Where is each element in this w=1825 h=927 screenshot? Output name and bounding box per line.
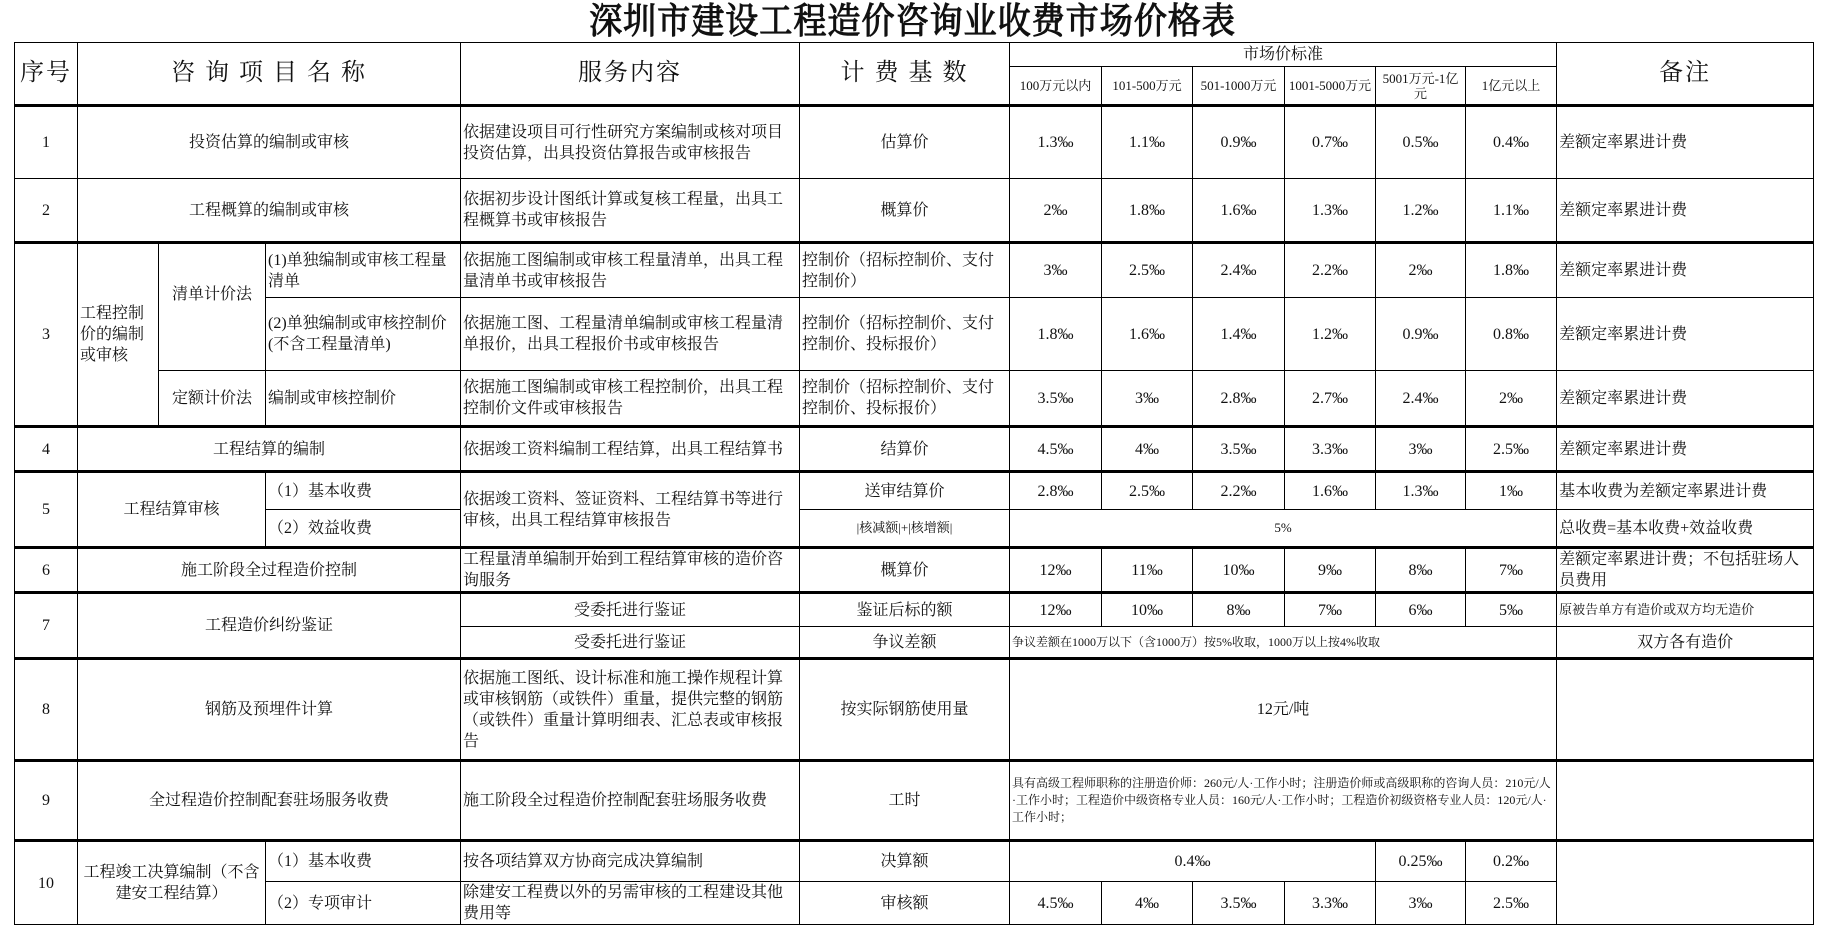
sub-item: （1）基本收费	[266, 472, 461, 510]
rate: 10‰	[1102, 593, 1193, 627]
table-row	[15, 761, 1814, 841]
rate: 8‰	[1376, 548, 1466, 593]
rate: 2‰	[1010, 179, 1102, 243]
rate: 1.8‰	[1466, 243, 1557, 298]
rate: 1.8‰	[1010, 298, 1102, 371]
rate: 9‰	[1285, 548, 1376, 593]
item-name: 工程竣工决算编制（不含建安工程结算）	[78, 841, 266, 925]
rate: 1.3‰	[1010, 106, 1102, 179]
rate: 0.9‰	[1376, 298, 1466, 371]
note: 原被告单方有造价或双方均无造价	[1557, 593, 1814, 627]
rate: 2.8‰	[1010, 472, 1102, 510]
service: 按各项结算双方协商完成决算编制	[461, 841, 800, 882]
basis: |核减额|+|核增额|	[800, 510, 1010, 548]
note: 差额定率累进计费	[1557, 427, 1814, 472]
rate: 2.2‰	[1285, 243, 1376, 298]
header-name: 咨 询 项 目 名 称	[78, 43, 461, 106]
basis: 争议差额	[800, 627, 1010, 659]
rate: 10‰	[1193, 548, 1285, 593]
seq: 6	[15, 548, 78, 593]
table-row	[15, 179, 1814, 243]
rate: 3.3‰	[1285, 882, 1376, 925]
table-row	[15, 882, 1814, 925]
note: 差额定率累进计费	[1557, 243, 1814, 298]
service: 依据竣工资料编制工程结算，出具工程结算书	[461, 427, 800, 472]
service: 依据施工图、工程量清单编制或审核工程量清单报价，出具工程报价书或审核报告	[461, 298, 800, 371]
header-basis: 计 费 基 数	[800, 43, 1010, 106]
rate: 5‰	[1466, 593, 1557, 627]
item-name: 施工阶段全过程造价控制	[78, 548, 461, 593]
rate: 12‰	[1010, 593, 1102, 627]
basis: 控制价（招标控制价、支付控制价、投标报价）	[800, 298, 1010, 371]
rate: 3‰	[1102, 371, 1193, 427]
basis: 鉴证后标的额	[800, 593, 1010, 627]
rate: 5%	[1010, 510, 1557, 548]
basis: 概算价	[800, 179, 1010, 243]
table-row	[15, 371, 1814, 427]
method: 定额计价法	[159, 371, 266, 427]
note	[1557, 761, 1814, 841]
rate: 7‰	[1466, 548, 1557, 593]
header-range: 501-1000万元	[1193, 67, 1285, 106]
rate: 0.2‰	[1466, 841, 1557, 882]
item-name: 工程结算的编制	[78, 427, 461, 472]
rate: 0.4‰	[1466, 106, 1557, 179]
table-row	[15, 243, 1814, 298]
service: 依据竣工资料、签证资料、工程结算书等进行审核，出具工程结算审核报告	[461, 472, 800, 548]
service: 依据施工图编制或审核工程控制价，出具工程控制价文件或审核报告	[461, 371, 800, 427]
rate: 1.2‰	[1376, 179, 1466, 243]
rate: 0.5‰	[1376, 106, 1466, 179]
basis: 估算价	[800, 106, 1010, 179]
rate: 4.5‰	[1010, 427, 1102, 472]
rate: 3.5‰	[1193, 882, 1285, 925]
rate: 2.4‰	[1193, 243, 1285, 298]
seq: 5	[15, 472, 78, 548]
note: 基本收费为差额定率累进计费	[1557, 472, 1814, 510]
rate: 2.5‰	[1102, 472, 1193, 510]
sub-item: 编制或审核控制价	[266, 371, 461, 427]
sub-item: （2）效益收费	[266, 510, 461, 548]
page-title: 深圳市建设工程造价咨询业收费市场价格表	[589, 1, 1236, 41]
rate: 1.8‰	[1102, 179, 1193, 243]
seq: 1	[15, 106, 78, 179]
sub-item: （2）专项审计	[266, 882, 461, 925]
sub-item: (2)单独编制或审核控制价(不含工程量清单)	[266, 298, 461, 371]
basis: 控制价（招标控制价、支付控制价）	[800, 243, 1010, 298]
seq: 10	[15, 841, 78, 925]
rate: 争议差额在1000万以下（含1000万）按5%收取，1000万以上按4%收取	[1010, 627, 1557, 659]
note: 差额定率累进计费	[1557, 179, 1814, 243]
service: 依据施工图编制或审核工程量清单，出具工程量清单书或审核报告	[461, 243, 800, 298]
rate: 2.4‰	[1376, 371, 1466, 427]
rate: 2.5‰	[1466, 882, 1557, 925]
rate: 3.5‰	[1193, 427, 1285, 472]
service: 依据初步设计图纸计算或复核工程量，出具工程概算书或审核报告	[461, 179, 800, 243]
rate: 2.8‰	[1193, 371, 1285, 427]
item-name: 投资估算的编制或审核	[78, 106, 461, 179]
rate: 12元/吨	[1010, 659, 1557, 761]
service: 施工阶段全过程造价控制配套驻场服务收费	[461, 761, 800, 841]
rate: 11‰	[1102, 548, 1193, 593]
seq: 9	[15, 761, 78, 841]
rate: 3‰	[1010, 243, 1102, 298]
rate: 1.6‰	[1102, 298, 1193, 371]
seq: 3	[15, 243, 78, 427]
rate: 4‰	[1102, 882, 1193, 925]
item-name: 钢筋及预埋件计算	[78, 659, 461, 761]
table-row	[15, 427, 1814, 472]
rate: 4.5‰	[1010, 882, 1102, 925]
seq: 8	[15, 659, 78, 761]
note: 双方各有造价	[1557, 627, 1814, 659]
basis: 审核额	[800, 882, 1010, 925]
table-row	[15, 472, 1814, 510]
item-name: 工程结算审核	[78, 472, 266, 548]
rate: 1.6‰	[1193, 179, 1285, 243]
rate: 3‰	[1376, 882, 1466, 925]
table-row	[15, 593, 1814, 627]
service: 工程量清单编制开始到工程结算审核的造价咨询服务	[461, 548, 800, 593]
item-name: 工程概算的编制或审核	[78, 179, 461, 243]
rate: 4‰	[1102, 427, 1193, 472]
header-range: 1亿元以上	[1466, 67, 1557, 106]
sub-item: (1)单独编制或审核工程量清单	[266, 243, 461, 298]
basis: 概算价	[800, 548, 1010, 593]
basis: 决算额	[800, 841, 1010, 882]
rate: 0.25‰	[1376, 841, 1466, 882]
sub-item: （1）基本收费	[266, 841, 461, 882]
rate: 1.6‰	[1285, 472, 1376, 510]
rate: 7‰	[1285, 593, 1376, 627]
table-row	[15, 298, 1814, 371]
basis: 工时	[800, 761, 1010, 841]
header-range: 100万元以内	[1010, 67, 1102, 106]
rate: 1.1‰	[1466, 179, 1557, 243]
basis-text: 控制价（招标控制价、支付控制价、投标报价）	[802, 379, 995, 417]
table-row	[15, 548, 1814, 593]
service: 依据建设项目可行性研究方案编制或核对项目投资估算，出具投资估算报告或审核报告	[461, 106, 800, 179]
note	[1557, 659, 1814, 761]
rate: 1‰	[1466, 472, 1557, 510]
note: 差额定率累进计费	[1557, 371, 1814, 427]
price-table	[14, 42, 1814, 925]
note: 总收费=基本收费+效益收费	[1557, 510, 1814, 548]
service: 受委托进行鉴证	[461, 627, 800, 659]
rate: 3.3‰	[1285, 427, 1376, 472]
note: 差额定率累进计费	[1557, 106, 1814, 179]
header-seq: 序号	[15, 43, 78, 106]
seq: 2	[15, 179, 78, 243]
rate: 0.7‰	[1285, 106, 1376, 179]
rate: 8‰	[1193, 593, 1285, 627]
item-name: 工程造价纠纷鉴证	[78, 593, 461, 659]
header-range: 1001-5000万元	[1285, 67, 1376, 106]
rate: 1.3‰	[1376, 472, 1466, 510]
table-row	[15, 841, 1814, 882]
rate: 1.2‰	[1285, 298, 1376, 371]
header-range: 5001万元-1亿元	[1376, 67, 1466, 106]
seq: 4	[15, 427, 78, 472]
rate: 2‰	[1466, 371, 1557, 427]
item-group: 工程控制价的编制或审核	[78, 243, 159, 427]
rate: 2.5‰	[1466, 427, 1557, 472]
header-note: 备注	[1557, 43, 1814, 106]
service: 除建安工程费以外的另需审核的工程建设其他费用等	[461, 882, 800, 925]
rate: 0.8‰	[1466, 298, 1557, 371]
basis: 送审结算价	[800, 472, 1010, 510]
basis	[800, 371, 1010, 427]
note	[1557, 841, 1814, 925]
rate: 2.2‰	[1193, 472, 1285, 510]
rate: 12‰	[1010, 548, 1102, 593]
note: 差额定率累进计费；不包括驻场人员费用	[1557, 548, 1814, 593]
rate: 具有高级工程师职称的注册造价师：260元/人·工作小时；注册造价师或高级职称的咨询人员：210元/人·工作小时；工程造价中级资格专业人员：160元/人·工作小时；工程造价初级资格专业人员：120元/人·工作小时；	[1010, 761, 1557, 841]
header-service: 服务内容	[461, 43, 800, 106]
header-range: 101-500万元	[1102, 67, 1193, 106]
table-row	[15, 659, 1814, 761]
item-name: 全过程造价控制配套驻场服务收费	[78, 761, 461, 841]
rate: 3‰	[1376, 427, 1466, 472]
rate: 2.5‰	[1102, 243, 1193, 298]
note: 差额定率累进计费	[1557, 298, 1814, 371]
seq: 7	[15, 593, 78, 659]
rate: 1.4‰	[1193, 298, 1285, 371]
rate: 6‰	[1376, 593, 1466, 627]
basis: 结算价	[800, 427, 1010, 472]
table-row	[15, 106, 1814, 179]
header-market: 市场价标准	[1010, 43, 1557, 67]
service: 依据施工图纸、设计标准和施工操作规程计算或审核钢筋（或铁件）重量，提供完整的钢筋（或铁件）重量计算明细表、汇总表或审核报告	[461, 659, 800, 761]
rate: 0.9‰	[1193, 106, 1285, 179]
method: 清单计价法	[159, 243, 266, 371]
rate: 3.5‰	[1010, 371, 1102, 427]
table-row	[15, 510, 1814, 548]
rate: 1.3‰	[1285, 179, 1376, 243]
rate: 0.4‰	[1010, 841, 1376, 882]
rate: 2.7‰	[1285, 371, 1376, 427]
rate: 1.1‰	[1102, 106, 1193, 179]
service: 受委托进行鉴证	[461, 593, 800, 627]
rate: 2‰	[1376, 243, 1466, 298]
basis: 按实际钢筋使用量	[800, 659, 1010, 761]
